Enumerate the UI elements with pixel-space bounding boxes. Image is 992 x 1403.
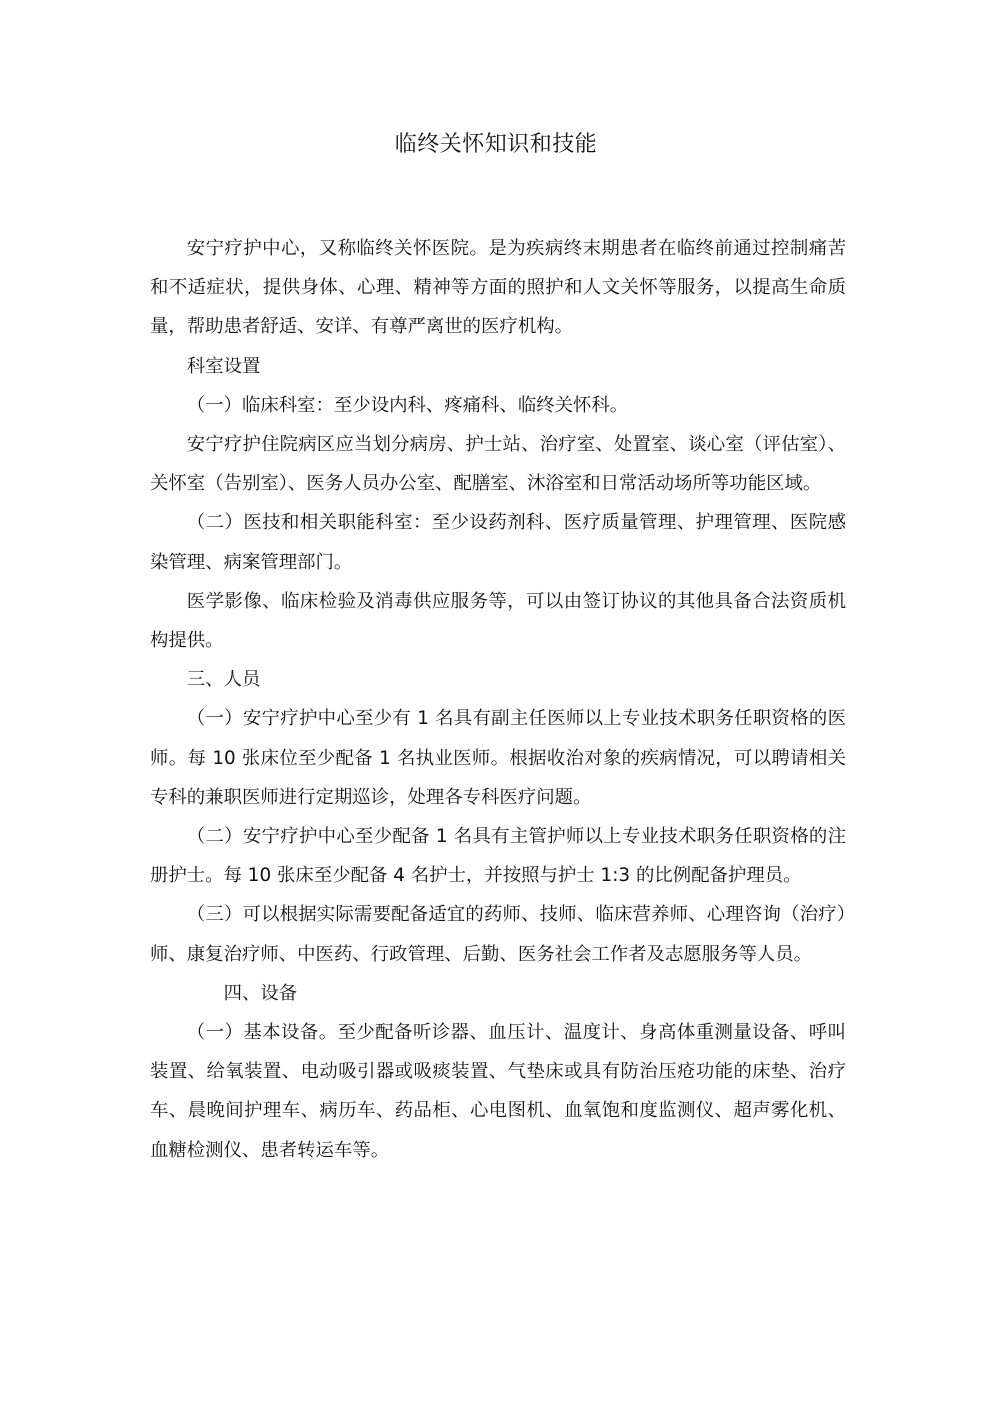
basic-equipment-paragraph: （一）基本设备。至少配备听诊器、血压计、温度计、身高体重测量设备、呼叫装置、给氧装置、电动吸引器或吸痰装置、气垫床或具有防治压疮功能的床垫、治疗车、晨晚间护理车、病历车、药品柜、心电图机、血氧饱和度监测仪、超声雾化机、血糖检测仪、患者转运车等。 — [150, 1022, 846, 1161]
section-heading-personnel: 三、人员 — [186, 669, 261, 691]
document-body — [150, 229, 846, 1170]
document-title: 临终关怀知识和技能 — [394, 132, 598, 157]
medical-tech-departments-paragraph: （二）医技和相关职能科室：至少设药剂科、医疗质量管理、护理管理、医院感染管理、病案管理部门。 — [150, 512, 846, 573]
section-heading-equipment: 四、设备 — [223, 982, 298, 1004]
outsourced-services-paragraph: 医学影像、临床检验及消毒供应服务等，可以由签订协议的其他具备合法资质机构提供。 — [150, 590, 846, 652]
nurses-paragraph: （二）安宁疗护中心至少配备 1 名具有主管护师以上专业技术职务任职资格的注册护士。每 10 张床至少配备 4 名护士，并按照与护士 1:3 的比例配备护理员。 — [150, 826, 846, 887]
section-heading-departments: 科室设置 — [186, 355, 261, 377]
physicians-paragraph: （一）安宁疗护中心至少有 1 名具有副主任医师以上专业技术职务任职资格的医师。每 10 张床位至少配备 1 名执业医师。根据收治对象的疾病情况，可以聘请相关专科的兼职医师进行定期巡诊，处理各专科医疗问题。 — [150, 708, 846, 808]
clinical-departments-paragraph: （一）临床科室：至少设内科、疼痛科、临终关怀科。 — [186, 394, 629, 416]
intro-paragraph: 安宁疗护中心，又称临终关怀医院。是为疾病终末期患者在临终前通过控制痛苦和不适症状，提供身体、心理、精神等方面的照护和人文关怀等服务，以提高生命质量，帮助患者舒适、安详、有尊严离世的医疗机构。 — [150, 238, 846, 338]
other-staff-paragraph: （三）可以根据实际需要配备适宜的药师、技师、临床营养师、心理咨询（治疗）师、康复治疗师、中医药、行政管理、后勤、医务社会工作者及志愿服务等人员。 — [150, 904, 846, 965]
ward-areas-paragraph: 安宁疗护住院病区应当划分病房、护士站、治疗室、处置室、谈心室（评估室）、关怀室（告别室）、医务人员办公室、配膳室、沐浴室和日常活动场所等功能区域。 — [150, 434, 846, 495]
